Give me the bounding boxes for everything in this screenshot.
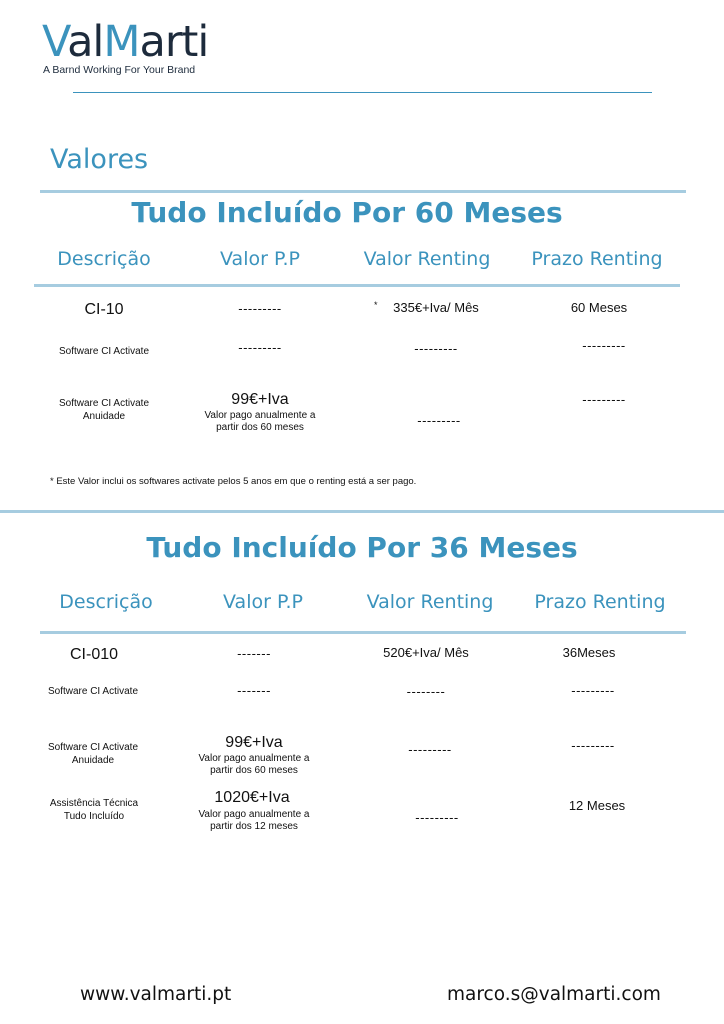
s60-col-prazo-renting: Prazo Renting: [531, 248, 663, 270]
header-divider: [73, 92, 652, 93]
page-divider: [0, 510, 724, 513]
s36-row4-pp: 1020€+Iva: [214, 789, 290, 806]
s36-row3-desc-line1: Software CI Activate: [47, 742, 139, 753]
s60-col-valor-renting: Valor Renting: [363, 248, 491, 270]
s36-row1-pp: -------: [237, 646, 271, 661]
s60-row1-asterisk: *: [374, 300, 378, 310]
page-heading: Valores: [50, 144, 149, 175]
s60-col-descricao: Descrição: [57, 248, 151, 270]
s36-row2-pp: -------: [237, 683, 271, 698]
s36-row4-pp-note-line2: partir dos 12 meses: [210, 821, 298, 832]
s60-row2-pp: ---------: [238, 340, 282, 355]
s60-row2-prazo: ---------: [582, 338, 626, 353]
s36-header-divider: [40, 631, 686, 634]
s36-row4-desc-line2: Tudo Incluído: [63, 811, 125, 822]
s60-row3-pp-note-line2: partir dos 60 meses: [216, 422, 304, 433]
brand-logo: [42, 16, 208, 68]
logo-letter-m: M: [103, 17, 140, 67]
s36-row4-desc: [19, 797, 169, 823]
s36-row2-prazo: ---------: [571, 683, 615, 698]
s36-col-prazo-renting: Prazo Renting: [534, 591, 666, 613]
s60-row3-pp-note: [180, 410, 340, 434]
s36-row3-desc: [18, 741, 168, 767]
s36-row1-desc: CI-010: [69, 646, 119, 663]
s36-row1-renting: 520€+Iva/ Mês: [383, 645, 469, 660]
s60-row1-renting: 335€+Iva/ Mês: [393, 300, 479, 315]
section-36-title: Tudo Incluído Por 36 Meses: [146, 531, 578, 564]
s60-row2-renting: ---------: [414, 341, 458, 356]
s60-footnote: * Este Valor inclui os softwares activate pelos 5 anos em que o renting está a ser pago.: [50, 476, 417, 487]
brand-tagline: A Barnd Working For Your Brand: [43, 64, 196, 76]
s36-row4-prazo: 12 Meses: [568, 798, 626, 813]
s36-col-descricao: Descrição: [59, 591, 153, 613]
s60-row3-pp-note-line1: Valor pago anualmente a: [204, 410, 316, 421]
s60-row3-renting: ---------: [417, 413, 461, 428]
s60-row1-pp: ---------: [238, 301, 282, 316]
s36-row2-renting: --------: [406, 684, 446, 699]
section-divider: [40, 190, 686, 193]
s36-col-valor-renting: Valor Renting: [366, 591, 494, 613]
section-60-title: Tudo Incluído Por 60 Meses: [131, 196, 563, 229]
s60-row3-prazo: ---------: [582, 392, 626, 407]
s60-row1-desc: CI-10: [84, 301, 124, 318]
s36-row4-desc-line1: Assistência Técnica: [49, 798, 139, 809]
s60-row3-pp: 99€+Iva: [231, 391, 289, 408]
s36-row3-pp: 99€+Iva: [225, 734, 283, 751]
logo-text-al: al: [67, 17, 104, 67]
s36-row3-renting: ---------: [408, 742, 452, 757]
s36-row1-prazo: 36Meses: [562, 645, 616, 660]
s60-row3-desc: [29, 397, 179, 423]
footer-email-link[interactable]: marco.s@valmarti.com: [447, 984, 661, 1005]
s60-row2-desc: Software CI Activate: [58, 346, 150, 357]
s36-row4-renting: ---------: [415, 810, 459, 825]
s60-row1-prazo: 60 Meses: [570, 300, 628, 315]
s36-row3-pp-note-line1: Valor pago anualmente a: [198, 753, 310, 764]
s60-col-valor-pp: Valor P.P: [220, 248, 300, 270]
s60-header-divider: [34, 284, 680, 287]
footer-website-link[interactable]: www.valmarti.pt: [80, 984, 232, 1005]
s36-row3-desc-line2: Anuidade: [71, 755, 115, 766]
s36-row4-pp-note: [174, 809, 334, 833]
logo-letter-v: V: [42, 17, 68, 67]
s36-row4-pp-note-line1: Valor pago anualmente a: [198, 809, 310, 820]
s36-row2-desc: Software CI Activate: [47, 686, 139, 697]
s36-row3-pp-note: [174, 753, 334, 777]
s36-col-valor-pp: Valor P.P: [223, 591, 303, 613]
logo-text-arti: arti: [139, 17, 209, 67]
s36-row3-prazo: ---------: [571, 738, 615, 753]
s36-row3-pp-note-line2: partir dos 60 meses: [210, 765, 298, 776]
s60-row3-desc-line2: Anuidade: [82, 411, 126, 422]
s60-row3-desc-line1: Software CI Activate: [58, 398, 150, 409]
